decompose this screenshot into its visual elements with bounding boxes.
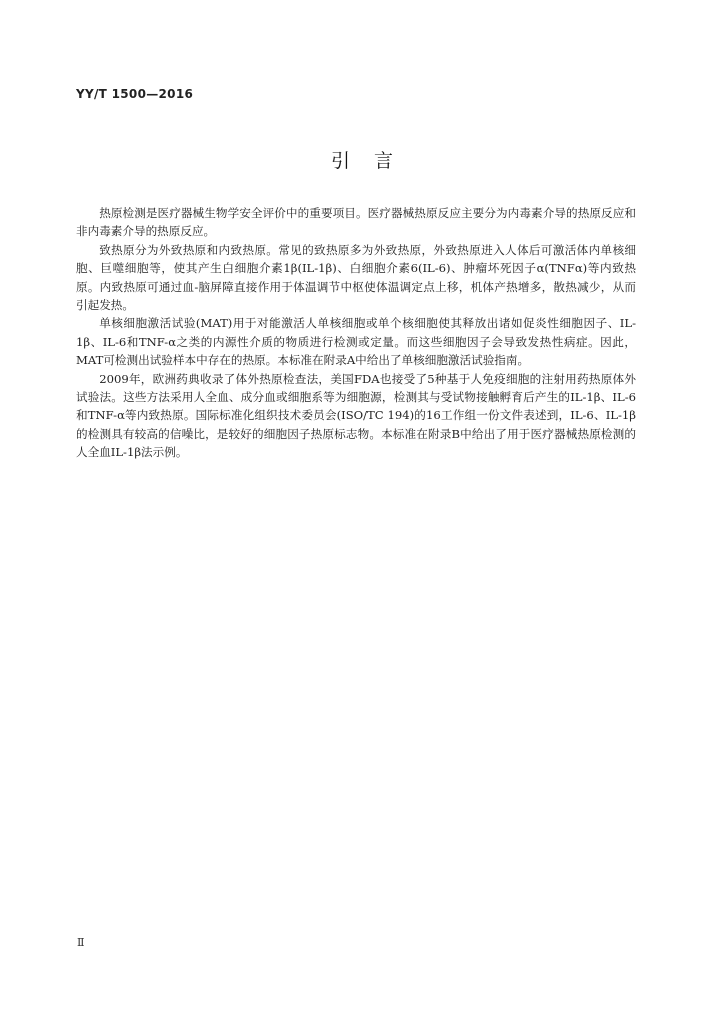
introduction-body <box>76 204 636 462</box>
page-number: Ⅱ <box>77 936 85 949</box>
paragraph-1: 热原检测是医疗器械生物学安全评价中的重要项目。医疗器械热原反应主要分为内毒素介导的热原反应和非内毒素介导的热原反应。 <box>76 206 636 239</box>
paragraph-3: 单核细胞激活试验(MAT)用于对能激活人单核细胞或单个核细胞使其释放出诸如促炎性细胞因子、IL-1β、IL-6和TNF-α之类的内源性介质的物质进行检测或定量。而这些细胞因子会导致发热性病症。因此，MAT可检测出试验样本中存在的热原。本标准在附录A中给出了单核细胞激活试验指南。 <box>76 316 636 368</box>
paragraph-2: 致热原分为外致热原和内致热原。常见的致热原多为外致热原，外致热原进入人体后可激活体内单核细胞、巨噬细胞等，使其产生白细胞介素1β(IL-1β)、白细胞介素6(IL-6)、肿瘤坏死因子α(TNFα)等内致热原。内致热原可通过血-脑屏障直接作用于体温调节中枢使体温调定点上移，机体产热增多，散热减少，从而引起发热。 <box>76 242 636 313</box>
paragraph-4: 2009年，欧洲药典收录了体外热原检查法，美国FDA也接受了5种基于人免疫细胞的注射用药热原体外试验法。这些方法采用人全血、成分血或细胞系等为细胞源，检测其与受试物接触孵育后产生的IL-1β、IL-6和TNF-α等内致热原。国际标准化组织技术委员会(ISO/TC 194)的16工作组一份文件表述到，IL-6、IL-1β的检测具有较高的信噪比，是较好的细胞因子热原标志物。本标准在附录B中给出了用于医疗器械热原检测的人全血IL-1β法示例。 <box>76 371 636 460</box>
standard-number: YY/T 1500—2016 <box>76 87 194 101</box>
page-title: 引言 <box>330 150 417 172</box>
